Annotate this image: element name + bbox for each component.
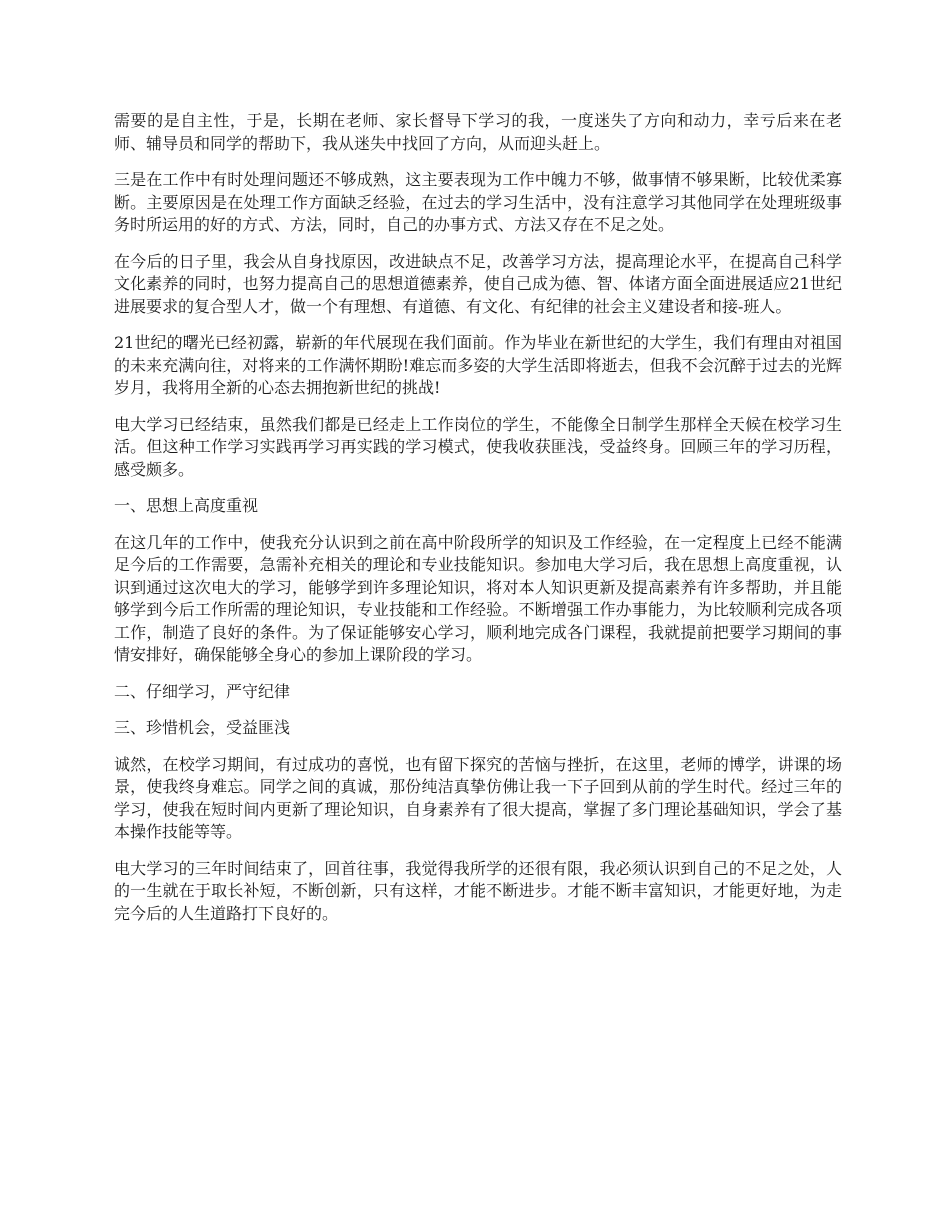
paragraph-new-century: 21世纪的曙光已经初露，崭新的年代展现在我们面前。作为毕业在新世纪的大学生，我们有理由对祖国的未来充满向往，对将来的工作满怀期盼!难忘而多姿的大学生活即将逝去，但我不会沉醉于过去的光辉岁月，我将用全新的心态去拥抱新世纪的挑战! (114, 333, 842, 397)
document-body (114, 110, 842, 939)
section-heading-1: 一、思想上高度重视 (114, 496, 259, 515)
paragraph-study-summary: 电大学习已经结束，虽然我们都是已经走上工作岗位的学生，不能像全日制学生那样全天候在校学习生活。但这种工作学习实践再学习再实践的学习模式，使我收获匪浅，受益终身。回顾三年的学习历程，感受颇多。 (114, 414, 842, 479)
paragraph-work-maturity: 三是在工作中有时处理问题还不够成熟，这主要表现为工作中魄力不够，做事情不够果断，比较优柔寡断。主要原因是在处理工作方面缺乏经验，在过去的学习生活中，没有注意学习其他同学在处理班级事务时所运用的好的方式、方法，同时，自己的办事方式、方法又存在不足之处。 (114, 170, 842, 234)
paragraph-self-reliance: 需要的是自主性，于是，长期在老师、家长督导下学习的我，一度迷失了方向和动力，幸亏后来在老师、辅导员和同学的帮助下，我从迷失中找回了方向，从而迎头赶上。 (114, 111, 842, 153)
section-heading-2: 二、仔细学习，严守纪律 (114, 681, 291, 701)
paragraph-gratitude: 诚然，在校学习期间，有过成功的喜悦，也有留下探究的苦恼与挫折，在这里，老师的博学，讲课的场景，使我终身难忘。同学之间的真诚，那份纯洁真挚仿佛让我一下子回到从前的学生时代。经过三年的学习，使我在短时间内更新了理论知识，自身素养有了很大提高，掌握了多门理论基础知识，学会了基本操作技能等等。 (114, 754, 842, 841)
paragraph-conclusion: 电大学习的三年时间结束了，回首往事，我觉得我所学的还很有限，我必须认识到自己的不足之处，人的一生就在于取长补短，不断创新，只有这样，才能不断进步。才能不断丰富知识，才能更好地，为走完今后的人生道路打下良好的。 (114, 858, 842, 923)
paragraph-future-plans: 在今后的日子里，我会从自身找原因，改进缺点不足，改善学习方法，提高理论水平，在提高自己科学文化素养的同时，也努力提高自己的思想道德素养，使自己成为德、智、体诸方面全面进展适应21世纪进展要求的复合型人才，做一个有理想、有道德、有文化、有纪律的社会主义建设者和接-班人。 (114, 251, 842, 316)
section-heading-3: 三、珍惜机会，受益匪浅 (114, 718, 291, 737)
paragraph-attitude: 在这几年的工作中，使我充分认识到之前在高中阶段所学的知识及工作经验，在一定程度上已经不能满足今后的工作需要，急需补充相关的理论和专业技能知识。参加电大学习后，我在思想上高度重视，认识到通过这次电大的学习，能够学到许多理论知识，将对本人知识更新及提高素养有许多帮助，并且能够学到今后工作所需的理论知识，专业技能和工作经验。不断增强工作办事能力，为比较顺利完成各项工作，制造了良好的条件。为了保证能够安心学习，顺利地完成各门课程，我就提前把要学习期间的事情安排好，确保能够全身心的参加上课阶段的学习。 (114, 532, 842, 664)
